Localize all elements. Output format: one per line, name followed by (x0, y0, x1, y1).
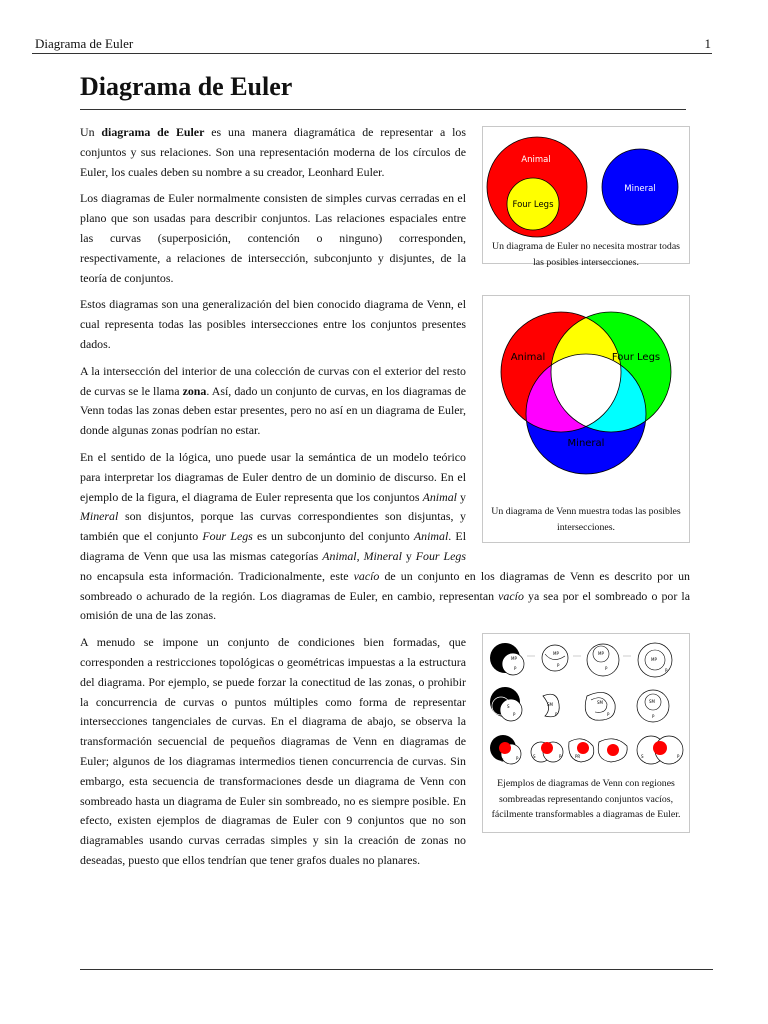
venn-diagram (483, 296, 689, 486)
svg-text:S: S (501, 758, 504, 764)
svg-text:P: P (607, 712, 610, 718)
venn-mineral-label: Mineral (567, 438, 605, 450)
svg-text:P: P (677, 754, 680, 760)
title-divider (80, 109, 686, 110)
svg-text:P: P (513, 712, 516, 718)
euler-caption: Un diagrama de Euler no necesita mostrar todas las posibles intersecciones. (492, 241, 680, 268)
svg-text:SM: SM (649, 699, 655, 705)
euler-diagram (483, 127, 689, 239)
mineral-label: Mineral (624, 184, 656, 194)
row-3 (490, 735, 683, 764)
paragraph-zona: A la intersección del interior de una colección de curvas con el exterior del resto de curvas se le llama zona. Así, dado un conjunto de curvas, en los diagramas de Venn todas las zonas deben estar presentes, pero no así en un diagrama de Euler, donde algunas zonas podrían no estar. (80, 363, 466, 438)
svg-text:P: P (605, 666, 608, 672)
svg-text:MP: MP (553, 651, 559, 657)
svg-text:P: P (555, 712, 558, 718)
svg-text:S: S (533, 754, 536, 760)
paragraph-conditions: A menudo se impone un conjunto de condiciones bien formadas, que corresponden a restricciones topológicas o geométricas impuestas a la estructura del diagrama. Por ejemplo, se puede forzar la conectitud de las zonas, o prohibir la concurrencia de curvas o puntos múltiples como forma de representar intersecciones tangenciales de curvas. En el diagrama de abajo, se observa la transformación secuencial de pequeños diagramas de Venn en diagramas de Euler; algunos de los diagramas intermedios tienen concurrencia de curvas. Sin embargo, esta secuencia de transformaciones desde un diagrama de Venn con sombreado hasta un diagrama de Euler sin sombreado, no es siempre posible. En efecto, existen ejemplos de diagramas de Euler con 9 conjuntos que no son diagramables usando curvas cerradas simples y sin la creación de zonas no deseadas, puesto que ellos tendrían que tener grafos duales no planares. (80, 635, 466, 867)
term-zona: zona (182, 383, 207, 398)
venn-caption: Un diagrama de Venn muestra todas las posibles intersecciones. (491, 506, 681, 533)
transformation-diagrams (483, 634, 689, 774)
running-header-title: Diagrama de Euler (35, 36, 134, 51)
article-body (80, 123, 690, 878)
paragraph-intro: Un diagrama de Euler es una manera diagramática de representar a los conjuntos y sus relaciones. Son una representación moderna de los círculos de Euler, los cuales deben su nombre a su creador, Leonhard Euler. (80, 125, 467, 179)
transformation-figure (482, 633, 690, 833)
paragraph-logic: En el sentido de la lógica, uno puede usar la semántica de un modelo teórico para interpretar los diagramas de Euler dentro de un dominio de discurso. En el ejemplo de la figura, el diagrama de Euler representa que los conjuntos Animal y Mineral son disjuntos, porque las curvas correspondientes son disjuntas, y también que el conjunto Four Legs es un subconjunto del conjunto Animal. El diagrama de Venn que usa las mismas categorías Animal, Mineral y Four Legs no encapsula esta información. Tradicionalmente, este vacío de un conjunto en los diagramas de Venn es descrito por un sombreado o achurado de la región. Los diagramas de Euler, en cambio, representan vacío ya sea por el sombreado o por la omisión de una de las zonas. (80, 449, 690, 623)
svg-text:P: P (652, 714, 655, 720)
svg-text:MP: MP (511, 656, 517, 662)
svg-text:SM: SM (597, 700, 603, 706)
svg-text:S: S (641, 754, 644, 760)
term-diagrama-de-euler: diagrama de Euler (101, 125, 205, 139)
svg-text:P: P (514, 666, 517, 672)
animal-label: Animal (521, 155, 551, 165)
svg-text:SM: SM (547, 702, 553, 708)
paragraph-generalization: Estos diagramas son una generalización del bien conocido diagrama de Venn, el cual representa todas las posibles intersecciones entre los conjuntos presentes dados. (80, 297, 466, 351)
paragraph-curves: Los diagramas de Euler normalmente consisten de simples curvas cerradas en el plano que son usadas para describir conjuntos. Las relaciones espaciales entre las curvas (superposición, contención o ninguno) corresponden, respectivamente, a relaciones de intersección, subconjunto y disjuntes, de la teoría de conjuntos. (80, 191, 466, 285)
svg-text:S: S (507, 704, 510, 710)
page-number: 1 (704, 36, 711, 51)
svg-text:P: P (516, 756, 519, 762)
row-2 (490, 687, 669, 722)
svg-text:P: P (665, 668, 668, 674)
venn-animal-label: Animal (510, 352, 546, 364)
euler-diagram-figure (482, 126, 690, 268)
venn-four-legs-label: Four Legs (611, 352, 661, 364)
four-legs-label: Four Legs (512, 200, 554, 210)
svg-text:PR: PR (575, 754, 581, 760)
footer-divider (80, 969, 713, 970)
venn-diagram-figure (482, 295, 690, 543)
header-divider (32, 53, 712, 54)
svg-text:MP: MP (651, 657, 657, 663)
row-1 (490, 643, 672, 677)
svg-text:MP: MP (598, 651, 604, 657)
svg-text:P: P (557, 663, 560, 669)
svg-text:P: P (559, 754, 562, 760)
article-title: Diagrama de Euler (80, 72, 293, 101)
transformation-caption: Ejemplos de diagramas de Venn con regiones sombreadas representando conjuntos vacíos, fácilmente transformables a diagramas de Euler. (491, 778, 681, 821)
